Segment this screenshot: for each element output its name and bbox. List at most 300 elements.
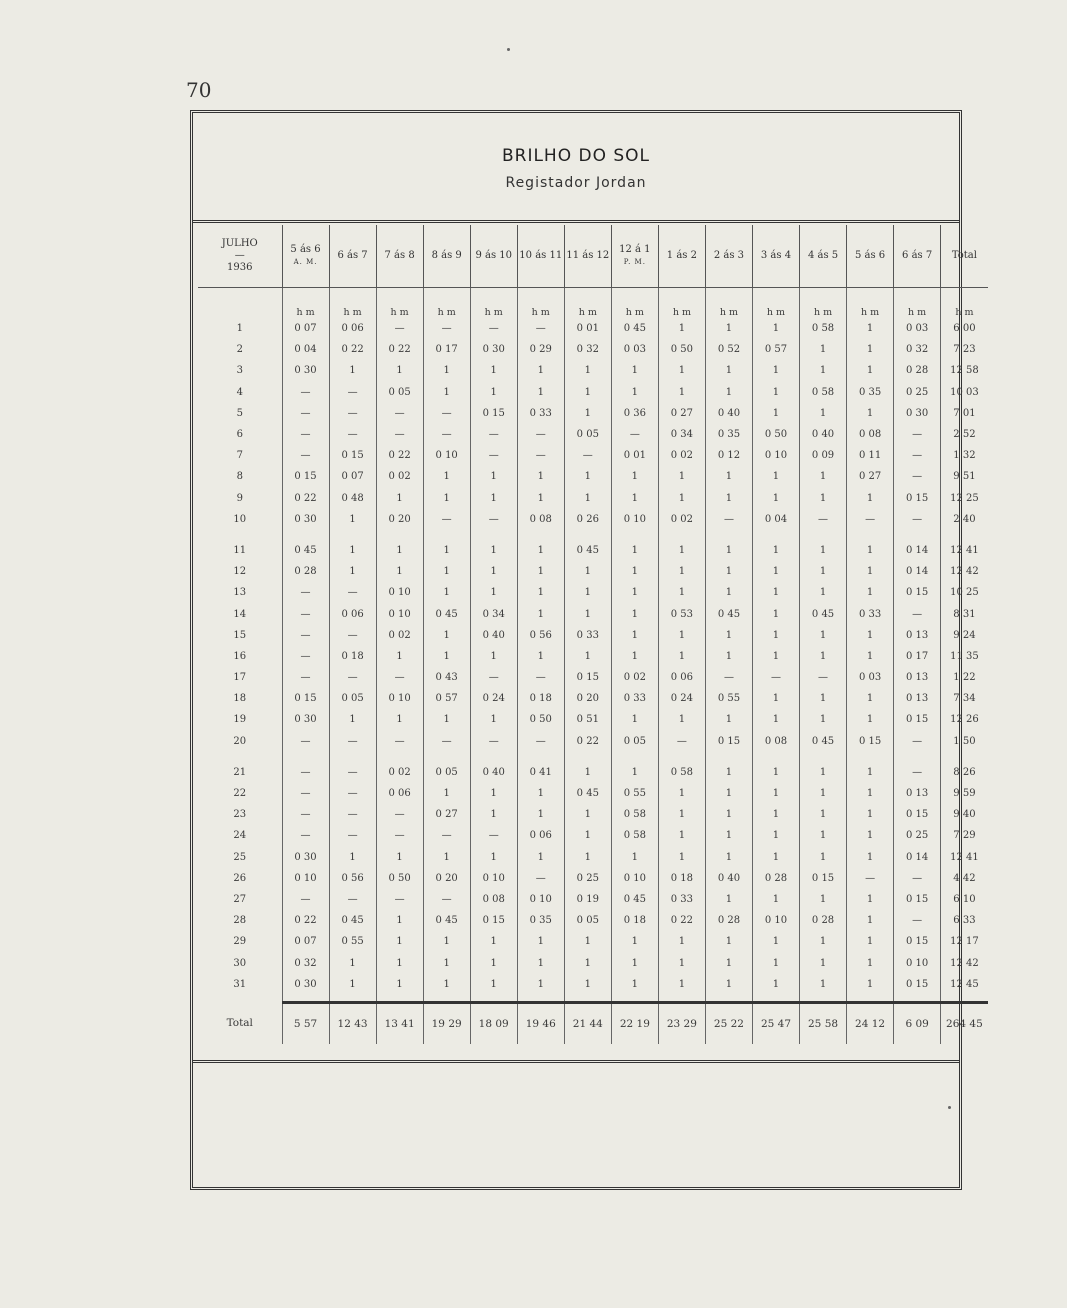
value-cell: 0 08	[752, 731, 799, 752]
value-cell: —	[282, 582, 329, 603]
value-cell: 1	[611, 709, 658, 730]
value-cell: 1	[658, 646, 705, 667]
value-cell: —	[894, 424, 941, 445]
value-cell: 1	[752, 783, 799, 804]
value-cell: 0 15	[894, 804, 941, 825]
column-header-label: 12 á 1	[619, 244, 651, 255]
value-cell: 1	[705, 625, 752, 646]
value-cell: 0 36	[611, 403, 658, 424]
value-cell: 1	[470, 646, 517, 667]
day-cell: 4	[198, 382, 282, 403]
spacer-cell	[705, 752, 752, 762]
value-cell: 1	[752, 847, 799, 868]
total-cell: 13 41	[376, 1002, 423, 1044]
value-cell: 0 45	[282, 540, 329, 561]
table-row	[198, 603, 988, 624]
value-cell: 0 15	[894, 889, 941, 910]
column-header	[564, 225, 611, 288]
value-cell: 0 32	[564, 339, 611, 360]
value-cell: 1	[423, 783, 470, 804]
value-cell: 0 20	[423, 868, 470, 889]
value-cell: 0 35	[517, 910, 564, 931]
value-cell: 1	[658, 931, 705, 952]
value-cell: 1 50	[953, 735, 976, 747]
value-cell: 1	[423, 382, 470, 403]
value-cell: 0 30	[282, 847, 329, 868]
value-cell: 1	[658, 952, 705, 973]
value-cell: 1	[329, 952, 376, 973]
value-cell: —	[894, 731, 941, 752]
column-header-label: 1 ás 2	[666, 250, 697, 261]
value-cell: —	[282, 762, 329, 783]
total-cell: 18 09	[470, 1002, 517, 1044]
table-row	[198, 847, 988, 868]
value-cell: 1	[800, 952, 847, 973]
value-cell: 0 45	[423, 603, 470, 624]
value-cell: 0 01	[564, 318, 611, 339]
value-cell: 1	[564, 561, 611, 582]
value-cell: 0 26	[564, 509, 611, 530]
total-cell: 22 19	[611, 1002, 658, 1044]
value-cell: 1	[847, 318, 894, 339]
value-cell: —	[282, 889, 329, 910]
value-cell: 1	[847, 931, 894, 952]
value-cell: 1	[329, 561, 376, 582]
total-cell: 19 46	[517, 1002, 564, 1044]
value-cell: 0 15	[282, 688, 329, 709]
value-cell: 1	[423, 466, 470, 487]
value-cell: —	[423, 889, 470, 910]
value-cell: 0 10	[376, 582, 423, 603]
value-cell: 1	[329, 509, 376, 530]
year-label: 1936	[227, 262, 253, 273]
value-cell: 1	[752, 709, 799, 730]
value-cell: —	[329, 667, 376, 688]
day-cell: 12	[198, 561, 282, 582]
value-cell: —	[282, 783, 329, 804]
month-dash: —	[234, 250, 245, 261]
spacer-cell	[752, 752, 799, 762]
value-cell: 1	[611, 466, 658, 487]
separator-cell	[752, 995, 799, 1003]
value-cell: 12 42	[950, 957, 979, 969]
day-cell: 28	[198, 910, 282, 931]
value-cell: —	[282, 445, 329, 466]
value-cell: 0 02	[376, 466, 423, 487]
value-cell: 1	[470, 561, 517, 582]
header-row	[198, 225, 988, 288]
column-header-label: Total	[951, 250, 977, 261]
value-cell: 4 42	[953, 872, 976, 884]
value-cell: 0 58	[800, 382, 847, 403]
value-cell: 1	[564, 488, 611, 509]
spacer-cell	[470, 530, 517, 540]
value-cell: 0 13	[894, 688, 941, 709]
value-cell: 1	[658, 709, 705, 730]
value-cell: 1	[658, 318, 705, 339]
value-cell: 0 30	[282, 509, 329, 530]
value-cell: 0 15	[800, 868, 847, 889]
value-cell: 1	[705, 804, 752, 825]
value-cell: 0 10	[752, 445, 799, 466]
day-cell: 7	[198, 445, 282, 466]
value-cell: 8 31	[953, 608, 976, 620]
value-cell: 11 35	[950, 650, 979, 662]
column-header-sub: P. M.	[623, 258, 646, 266]
value-cell: 1	[752, 540, 799, 561]
table-row	[198, 804, 988, 825]
bottom-rule	[193, 1060, 959, 1063]
value-cell: 1	[470, 466, 517, 487]
day-cell: 9	[198, 488, 282, 509]
value-cell: 0 15	[894, 488, 941, 509]
value-cell: 1	[611, 931, 658, 952]
value-cell: 1	[564, 974, 611, 995]
column-header-label: 11 ás 12	[566, 250, 610, 261]
separator-cell	[198, 995, 282, 1003]
value-cell: 1	[517, 582, 564, 603]
day-cell: 25	[198, 847, 282, 868]
value-cell: —	[705, 667, 752, 688]
value-cell: 1	[752, 889, 799, 910]
value-cell: 1	[517, 931, 564, 952]
value-cell: 0 35	[847, 382, 894, 403]
separator-row	[198, 995, 988, 1003]
spacer-cell	[705, 530, 752, 540]
value-cell: 0 08	[847, 424, 894, 445]
value-cell: 12 17	[950, 936, 979, 948]
value-cell: 0 55	[611, 783, 658, 804]
value-cell: 0 58	[611, 804, 658, 825]
day-cell: 30	[198, 952, 282, 973]
table-row	[198, 466, 988, 487]
value-cell: 1	[376, 974, 423, 995]
value-cell: 0 08	[470, 889, 517, 910]
table-row	[198, 360, 988, 381]
value-cell: —	[894, 466, 941, 487]
value-cell: 0 10	[894, 952, 941, 973]
column-header	[517, 225, 564, 288]
value-cell: 1	[611, 561, 658, 582]
value-cell: —	[894, 910, 941, 931]
total-cell: 5 57	[282, 1002, 329, 1044]
value-cell: 0 45	[800, 603, 847, 624]
total-cell: 25 47	[752, 1002, 799, 1044]
value-cell: 0 34	[470, 603, 517, 624]
column-header-label: 5 ás 6	[854, 250, 886, 261]
value-cell: 1	[376, 540, 423, 561]
value-cell: 1	[705, 889, 752, 910]
value-cell: 1	[423, 709, 470, 730]
value-cell: 9 51	[953, 471, 976, 483]
title-box	[193, 113, 959, 223]
value-cell: 1	[705, 488, 752, 509]
separator-cell	[376, 995, 423, 1003]
value-cell: —	[329, 825, 376, 846]
unit-cell: h m	[423, 288, 470, 319]
separator-cell	[517, 995, 564, 1003]
value-cell: 0 07	[329, 466, 376, 487]
value-cell: —	[894, 603, 941, 624]
day-cell: 15	[198, 625, 282, 646]
value-cell: 0 28	[282, 561, 329, 582]
value-cell: 1	[847, 582, 894, 603]
print-speck	[948, 1106, 951, 1109]
value-cell: 0 15	[470, 403, 517, 424]
value-cell: —	[423, 731, 470, 752]
value-cell: 0 55	[329, 931, 376, 952]
column-header-label: 6 ás 7	[337, 250, 368, 261]
value-cell: 0 04	[282, 339, 329, 360]
column-header	[658, 225, 705, 288]
value-cell: 0 32	[282, 952, 329, 973]
value-cell: 1	[376, 931, 423, 952]
value-cell: 1	[658, 825, 705, 846]
value-cell: 1	[847, 889, 894, 910]
value-cell: 1	[470, 783, 517, 804]
value-cell: 1	[517, 466, 564, 487]
value-cell: 1	[517, 382, 564, 403]
value-cell: 1	[800, 646, 847, 667]
value-cell: —	[329, 731, 376, 752]
value-cell: 1	[517, 783, 564, 804]
day-cell: 22	[198, 783, 282, 804]
table-frame	[190, 110, 983, 1190]
value-cell: —	[800, 509, 847, 530]
value-cell: 1	[517, 540, 564, 561]
table-row	[198, 931, 988, 952]
value-cell: 1 22	[953, 672, 976, 684]
value-cell: 0 24	[470, 688, 517, 709]
value-cell: —	[423, 424, 470, 445]
value-cell: 1	[800, 783, 847, 804]
value-cell: —	[752, 667, 799, 688]
value-cell: —	[282, 603, 329, 624]
value-cell: 1	[376, 910, 423, 931]
value-cell: —	[894, 509, 941, 530]
value-cell: 1	[847, 488, 894, 509]
day-cell: 8	[198, 466, 282, 487]
unit-cell: h m	[705, 288, 752, 319]
value-cell: 0 33	[658, 889, 705, 910]
value-cell: 1	[800, 540, 847, 561]
value-cell: 0 24	[658, 688, 705, 709]
value-cell: —	[847, 868, 894, 889]
value-cell: 0 40	[800, 424, 847, 445]
value-cell: 0 13	[894, 783, 941, 804]
value-cell: 1	[564, 825, 611, 846]
value-cell: 1	[752, 382, 799, 403]
value-cell: 0 28	[800, 910, 847, 931]
value-cell: 0 40	[705, 403, 752, 424]
unit-cell: h m	[847, 288, 894, 319]
value-cell: 0 05	[376, 382, 423, 403]
value-cell: 1	[517, 360, 564, 381]
value-cell: 1	[611, 603, 658, 624]
day-cell: 11	[198, 540, 282, 561]
value-cell: 1	[847, 762, 894, 783]
value-cell: —	[658, 731, 705, 752]
column-header-label: 5 ás 6	[290, 244, 321, 255]
value-cell: 12 26	[950, 714, 979, 726]
value-cell: 0 22	[376, 445, 423, 466]
value-cell: 0 28	[894, 360, 941, 381]
unit-cell: h m	[470, 288, 517, 319]
value-cell: 1	[470, 709, 517, 730]
value-cell: 0 33	[517, 403, 564, 424]
value-cell: 0 06	[329, 603, 376, 624]
value-cell: 1	[564, 931, 611, 952]
value-cell: 1	[423, 488, 470, 509]
value-cell: 1	[423, 847, 470, 868]
column-header	[752, 225, 799, 288]
spacer-cell	[376, 752, 423, 762]
value-cell: —	[329, 762, 376, 783]
value-cell: 1	[423, 540, 470, 561]
value-cell: 1	[517, 952, 564, 973]
value-cell: 9 59	[953, 788, 976, 800]
value-cell: 1	[470, 582, 517, 603]
value-cell: 0 22	[658, 910, 705, 931]
table-row	[198, 667, 988, 688]
column-header-label: 8 ás 9	[431, 250, 462, 261]
spacer-row	[198, 530, 988, 540]
value-cell: 1	[847, 360, 894, 381]
value-cell: 6 00	[953, 323, 976, 335]
spacer-cell	[847, 752, 894, 762]
value-cell: 0 22	[329, 339, 376, 360]
value-cell: 1	[470, 952, 517, 973]
value-cell: 0 09	[800, 445, 847, 466]
value-cell: 1	[847, 825, 894, 846]
value-cell: 1	[752, 488, 799, 509]
value-cell: 0 35	[705, 424, 752, 445]
separator-cell	[894, 995, 941, 1003]
unit-row-blank	[198, 288, 282, 319]
value-cell: 1	[564, 382, 611, 403]
day-cell: 1	[198, 318, 282, 339]
day-cell: 26	[198, 868, 282, 889]
value-cell: —	[517, 868, 564, 889]
value-cell: 1	[847, 709, 894, 730]
value-cell: —	[282, 731, 329, 752]
spacer-cell	[752, 530, 799, 540]
day-cell: 14	[198, 603, 282, 624]
spacer-cell	[517, 530, 564, 540]
value-cell: —	[282, 424, 329, 445]
value-cell: 1	[564, 646, 611, 667]
total-cell: 24 12	[847, 1002, 894, 1044]
table-row	[198, 488, 988, 509]
value-cell: 1	[752, 974, 799, 995]
value-cell: 0 14	[894, 540, 941, 561]
value-cell: —	[423, 509, 470, 530]
value-cell: —	[847, 509, 894, 530]
value-cell: 1	[564, 582, 611, 603]
value-cell: 0 29	[517, 339, 564, 360]
table-row	[198, 910, 988, 931]
value-cell: 1	[564, 403, 611, 424]
unit-cell: h m	[752, 288, 799, 319]
value-cell: 1	[800, 582, 847, 603]
separator-cell	[564, 995, 611, 1003]
total-cell: 21 44	[564, 1002, 611, 1044]
value-cell: 0 30	[470, 339, 517, 360]
unit-cell: h m	[329, 288, 376, 319]
value-cell: 1	[847, 952, 894, 973]
value-cell: 1	[658, 540, 705, 561]
value-cell: —	[894, 868, 941, 889]
value-cell: 1	[329, 709, 376, 730]
value-cell: 0 10	[423, 445, 470, 466]
column-header-label: 2 ás 3	[713, 250, 745, 261]
column-header	[800, 225, 847, 288]
value-cell: 1	[376, 847, 423, 868]
value-cell: —	[470, 318, 517, 339]
value-cell: 0 50	[752, 424, 799, 445]
value-cell: 1	[658, 582, 705, 603]
value-cell: 1	[705, 931, 752, 952]
value-cell: 1	[800, 488, 847, 509]
total-cell: 25 22	[705, 1002, 752, 1044]
value-cell: 1	[376, 488, 423, 509]
value-cell: 1	[705, 382, 752, 403]
unit-cell: h m	[282, 288, 329, 319]
value-cell: 1	[800, 625, 847, 646]
spacer-cell	[282, 752, 329, 762]
table-row	[198, 339, 988, 360]
day-cell: 13	[198, 582, 282, 603]
value-cell: 1	[376, 561, 423, 582]
value-cell: 1	[423, 360, 470, 381]
value-cell: 0 19	[564, 889, 611, 910]
separator-cell	[658, 995, 705, 1003]
separator-cell	[470, 995, 517, 1003]
value-cell: 0 45	[800, 731, 847, 752]
day-cell: 17	[198, 667, 282, 688]
value-cell: 1	[423, 974, 470, 995]
value-cell: 0 10	[517, 889, 564, 910]
value-cell: 1	[470, 382, 517, 403]
value-cell: 0 22	[282, 910, 329, 931]
table-row	[198, 709, 988, 730]
value-cell: 1	[800, 889, 847, 910]
value-cell: 0 05	[423, 762, 470, 783]
spacer-cell	[423, 530, 470, 540]
column-header-label: 9 ás 10	[475, 250, 512, 261]
value-cell: —	[564, 445, 611, 466]
day-cell: 27	[198, 889, 282, 910]
value-cell: 0 58	[800, 318, 847, 339]
value-cell: 1	[752, 625, 799, 646]
value-cell: 1	[329, 974, 376, 995]
value-cell: —	[282, 804, 329, 825]
value-cell: 0 13	[894, 625, 941, 646]
value-cell: 0 10	[611, 509, 658, 530]
value-cell: 1	[329, 540, 376, 561]
column-header	[470, 225, 517, 288]
value-cell: 0 02	[376, 625, 423, 646]
value-cell: 1	[470, 804, 517, 825]
value-cell: —	[423, 403, 470, 424]
value-cell: 1	[752, 688, 799, 709]
value-cell: 1	[611, 847, 658, 868]
value-cell: 0 03	[847, 667, 894, 688]
value-cell: 1	[752, 762, 799, 783]
value-cell: 1	[800, 403, 847, 424]
value-cell: 0 10	[282, 868, 329, 889]
value-cell: 12 41	[950, 544, 979, 556]
